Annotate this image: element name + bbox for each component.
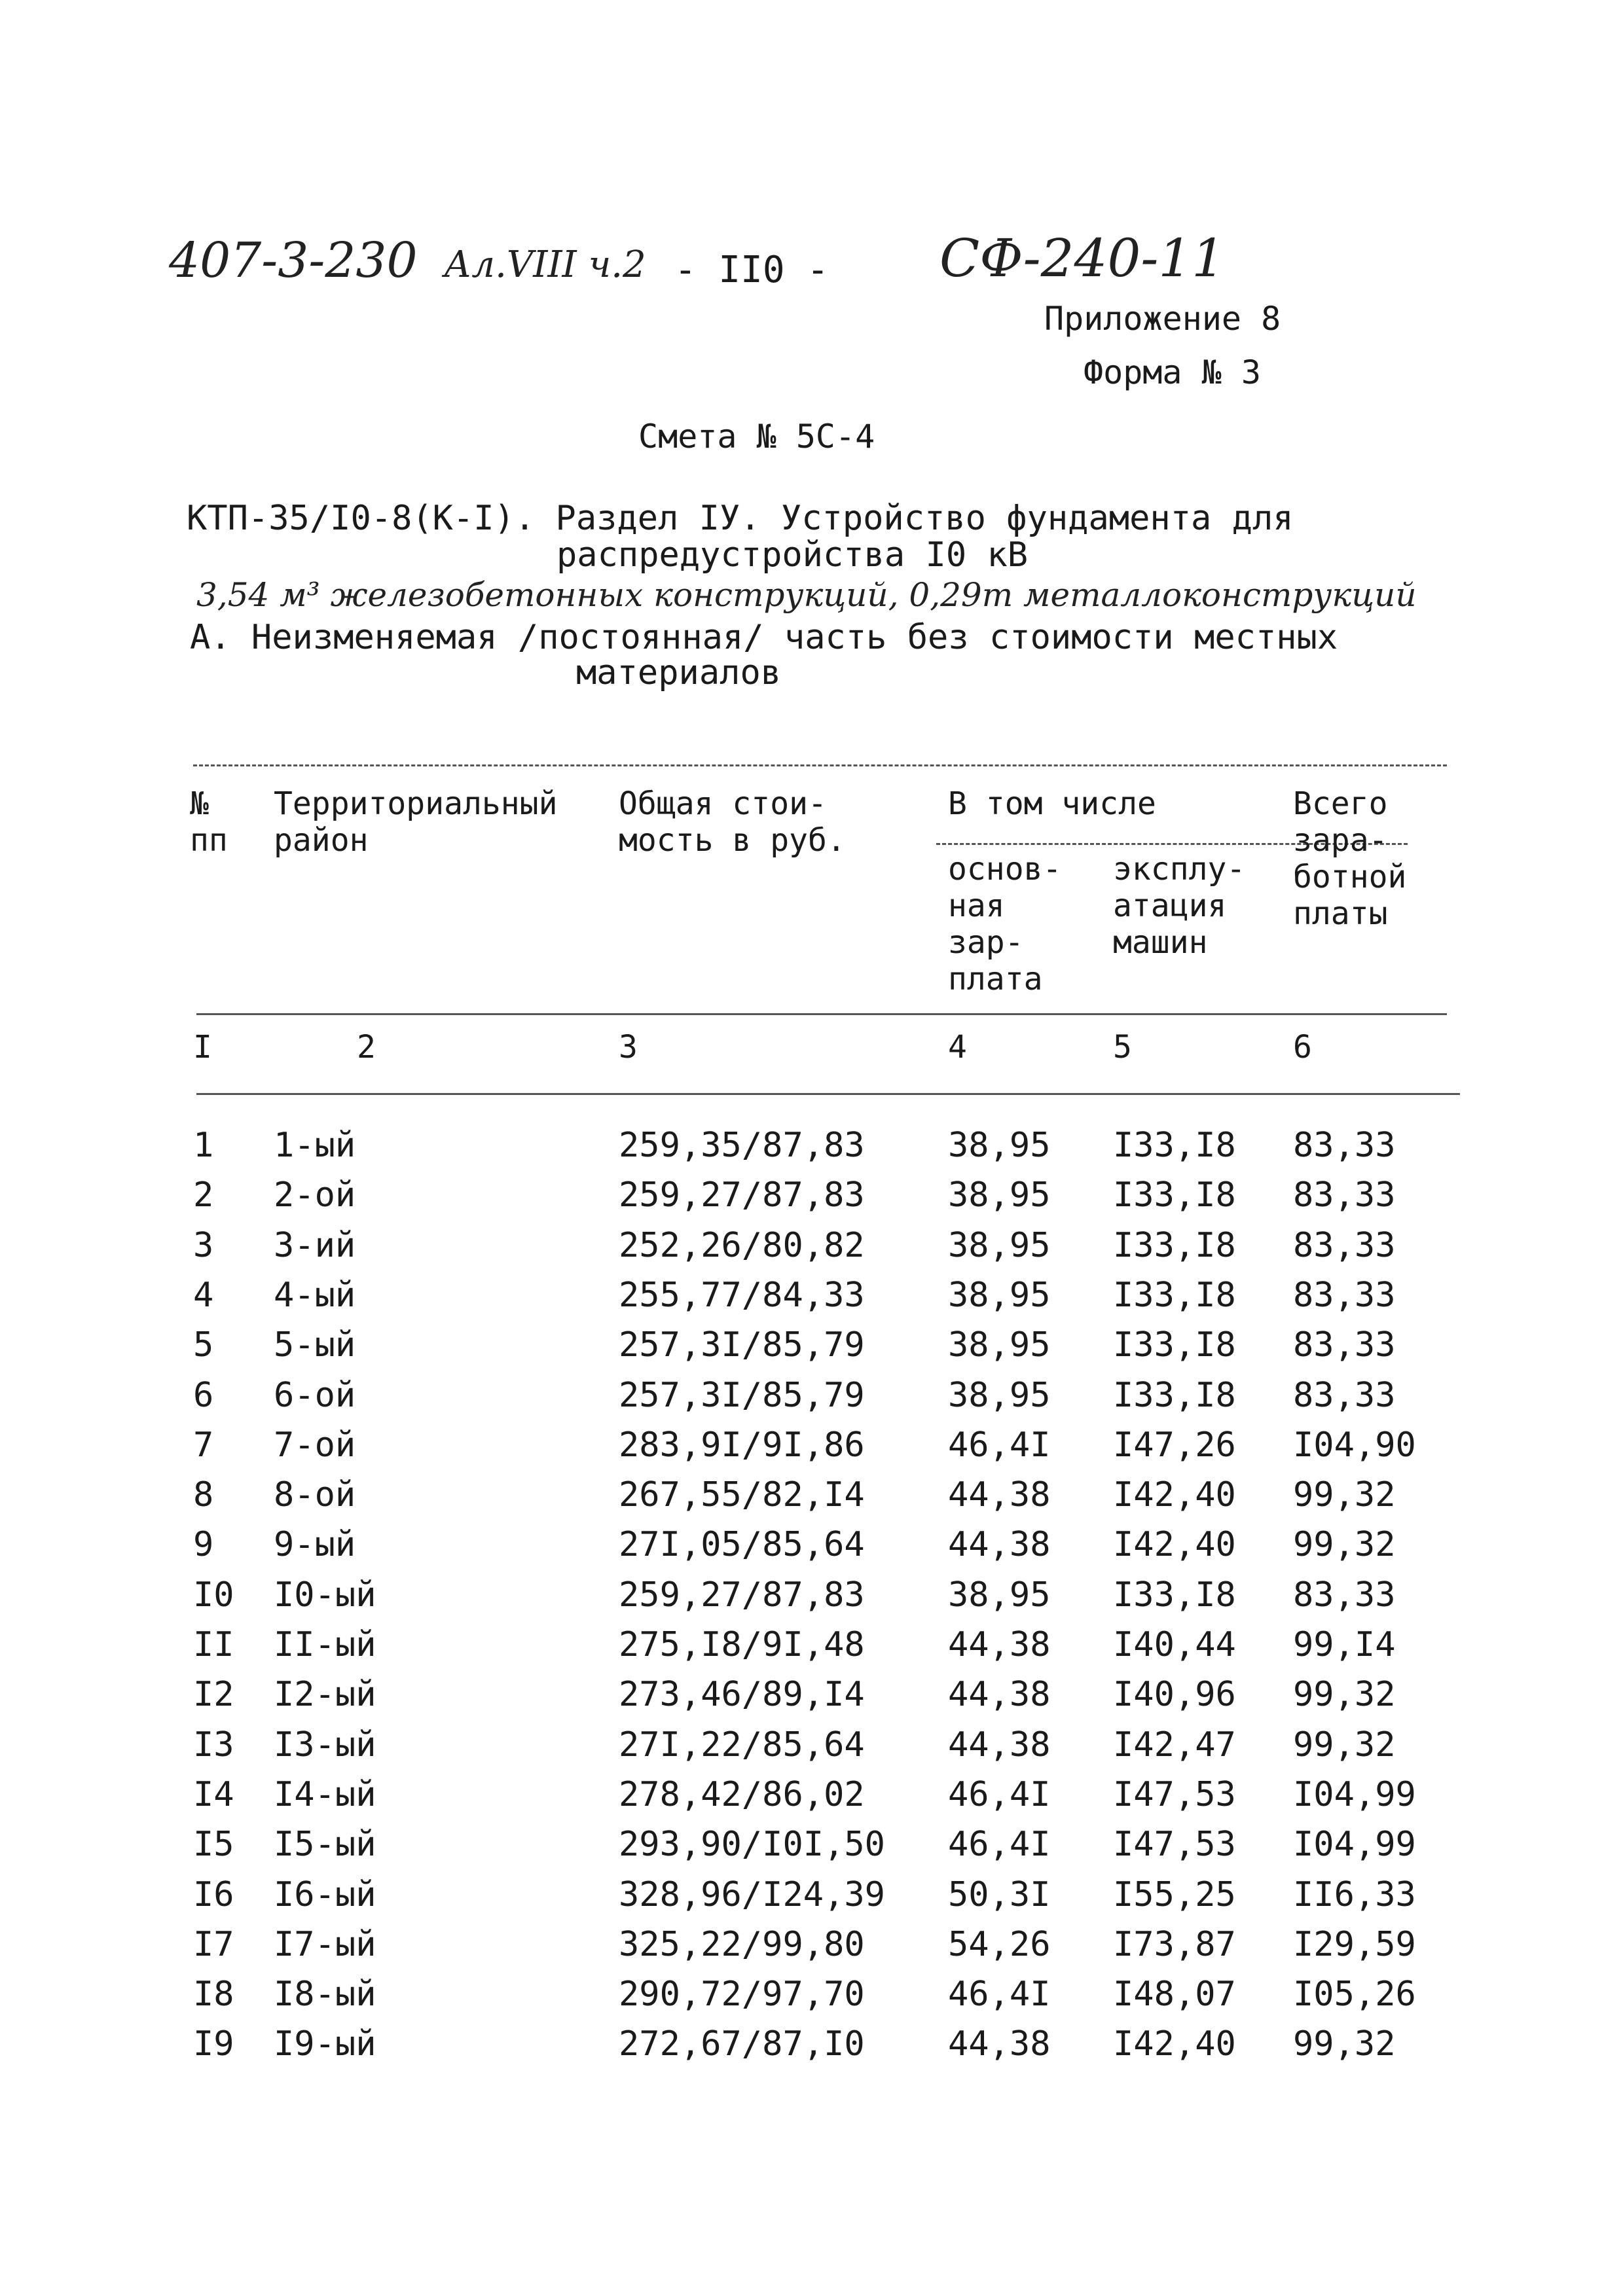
machine-operation: I42,40 [1113, 2024, 1236, 2064]
total-wage: 83,33 [1293, 1376, 1396, 1415]
machine-operation: I40,96 [1113, 1675, 1236, 1714]
machine-operation: I33,I8 [1113, 1226, 1236, 1265]
machine-operation: I40,44 [1113, 1625, 1236, 1664]
row-number: I8 [193, 1975, 234, 2014]
total-cost: 272,67/87,I0 [619, 2024, 865, 2064]
column-number: I [193, 1029, 212, 1066]
header-base-wage: основ- ная зар- плата [948, 851, 1062, 997]
machine-operation: I47,26 [1113, 1426, 1236, 1465]
table-row [0, 1625, 1623, 1674]
table-row [0, 1725, 1623, 1774]
header-no: № пп [190, 785, 228, 859]
total-cost: 267,55/82,I4 [619, 1475, 865, 1515]
row-number: 7 [193, 1426, 214, 1465]
total-cost: 259,27/87,83 [619, 1175, 865, 1215]
base-wage: 38,95 [948, 1325, 1051, 1365]
form-number: Форма № 3 [1084, 353, 1261, 391]
section-title-line-2: материалов [576, 653, 782, 692]
base-wage: 38,95 [948, 1575, 1051, 1615]
row-number: II [193, 1625, 234, 1664]
row-number: 3 [193, 1226, 214, 1265]
region-name: 7-ой [274, 1426, 356, 1465]
row-number: I0 [193, 1575, 234, 1615]
total-wage: 83,33 [1293, 1575, 1396, 1615]
total-cost: 273,46/89,I4 [619, 1675, 865, 1714]
total-cost: 252,26/80,82 [619, 1226, 865, 1265]
header-total-wage: Всего зара- ботной платы [1293, 785, 1407, 932]
total-wage: 99,I4 [1293, 1625, 1396, 1664]
total-wage: 83,33 [1293, 1226, 1396, 1265]
table-row [0, 2024, 1623, 2073]
machine-operation: I47,53 [1113, 1775, 1236, 1814]
machine-operation: I73,87 [1113, 1925, 1236, 1964]
row-number: 1 [193, 1126, 214, 1165]
base-wage: 38,95 [948, 1126, 1051, 1165]
base-wage: 44,38 [948, 2024, 1051, 2064]
region-name: 9-ый [274, 1525, 356, 1564]
table-row [0, 1575, 1623, 1624]
header-bottom-rule [196, 1013, 1447, 1015]
base-wage: 44,38 [948, 1675, 1051, 1714]
machine-operation: I42,40 [1113, 1525, 1236, 1564]
total-cost: 257,3I/85,79 [619, 1376, 865, 1415]
region-name: 2-ой [274, 1175, 356, 1215]
total-wage: 99,32 [1293, 2024, 1396, 2064]
row-number: 5 [193, 1325, 214, 1365]
region-name: II-ый [274, 1625, 376, 1664]
region-name: 4-ый [274, 1276, 356, 1315]
table-row [0, 1775, 1623, 1823]
total-cost: 259,27/87,83 [619, 1575, 865, 1615]
total-wage: 99,32 [1293, 1725, 1396, 1765]
row-number: I7 [193, 1925, 234, 1964]
total-wage: 83,33 [1293, 1126, 1396, 1165]
base-wage: 46,4I [948, 1825, 1051, 1864]
table-row [0, 1426, 1623, 1474]
machine-operation: I47,53 [1113, 1825, 1236, 1864]
row-number: 4 [193, 1276, 214, 1315]
base-wage: 38,95 [948, 1276, 1051, 1315]
header-including: В том числе [948, 785, 1156, 822]
column-number: 6 [1293, 1029, 1312, 1066]
total-wage: I04,99 [1293, 1825, 1416, 1864]
total-cost: 278,42/86,02 [619, 1775, 865, 1814]
column-number: 4 [948, 1029, 967, 1066]
base-wage: 50,3I [948, 1875, 1051, 1914]
table-row [0, 1175, 1623, 1224]
base-wage: 46,4I [948, 1975, 1051, 2014]
machine-operation: I33,I8 [1113, 1276, 1236, 1315]
column-number: 2 [357, 1029, 376, 1066]
base-wage: 44,38 [948, 1625, 1051, 1664]
region-name: I9-ый [274, 2024, 376, 2064]
total-wage: 83,33 [1293, 1175, 1396, 1215]
table-row [0, 1376, 1623, 1424]
base-wage: 38,95 [948, 1226, 1051, 1265]
region-name: 6-ой [274, 1376, 356, 1415]
base-wage: 44,38 [948, 1525, 1051, 1564]
total-wage: I04,99 [1293, 1775, 1416, 1814]
row-number: I5 [193, 1825, 234, 1864]
table-row [0, 1675, 1623, 1723]
region-name: I7-ый [274, 1925, 376, 1964]
region-name: 1-ый [274, 1126, 356, 1165]
total-cost: 325,22/99,80 [619, 1925, 865, 1964]
region-name: 5-ый [274, 1325, 356, 1365]
row-number: 8 [193, 1475, 214, 1515]
machine-operation: I55,25 [1113, 1875, 1236, 1914]
total-wage: II6,33 [1293, 1875, 1416, 1914]
base-wage: 38,95 [948, 1376, 1051, 1415]
region-name: I0-ый [274, 1575, 376, 1615]
machine-operation: I33,I8 [1113, 1325, 1236, 1365]
total-cost: 328,96/I24,39 [619, 1875, 885, 1914]
machine-operation: I33,I8 [1113, 1575, 1236, 1615]
total-cost: 27I,05/85,64 [619, 1525, 865, 1564]
total-wage: I05,26 [1293, 1975, 1416, 2014]
title-line-2: распредустройства I0 кВ [556, 535, 1029, 575]
row-number: 9 [193, 1525, 214, 1564]
table-row [0, 1825, 1623, 1873]
base-wage: 46,4I [948, 1426, 1051, 1465]
page-number: - II0 - [674, 249, 830, 291]
total-wage: I04,90 [1293, 1426, 1416, 1465]
table-row [0, 1276, 1623, 1324]
column-numbers-rule [196, 1093, 1460, 1095]
total-cost: 27I,22/85,64 [619, 1725, 865, 1765]
region-name: I5-ый [274, 1825, 376, 1864]
header-total-cost: Общая стои- мость в руб. [619, 785, 846, 859]
header-region: Территориальный район [274, 785, 558, 859]
document-code-right: СФ-240-11 [939, 228, 1226, 289]
table-top-rule [193, 764, 1447, 766]
total-cost: 293,90/I0I,50 [619, 1825, 885, 1864]
estimate-number: Смета № 5С-4 [638, 418, 875, 456]
machine-operation: I42,47 [1113, 1725, 1236, 1765]
table-row [0, 1126, 1623, 1174]
region-name: 3-ий [274, 1226, 356, 1265]
total-cost: 259,35/87,83 [619, 1126, 865, 1165]
header-machine-operation: эксплу- атация машин [1113, 851, 1246, 961]
table-row [0, 1975, 1623, 2023]
table-row [0, 1325, 1623, 1374]
row-number: I3 [193, 1725, 234, 1765]
total-wage: 83,33 [1293, 1276, 1396, 1315]
region-name: I3-ый [274, 1725, 376, 1765]
table-row [0, 1226, 1623, 1274]
total-cost: 283,9I/9I,86 [619, 1426, 865, 1465]
row-number: 2 [193, 1175, 214, 1215]
base-wage: 46,4I [948, 1775, 1051, 1814]
total-cost: 257,3I/85,79 [619, 1325, 865, 1365]
total-wage: 83,33 [1293, 1325, 1396, 1365]
row-number: I4 [193, 1775, 234, 1814]
region-name: 8-ой [274, 1475, 356, 1515]
total-wage: I29,59 [1293, 1925, 1416, 1964]
table-row [0, 1875, 1623, 1924]
handwritten-quantities: 3,54 м³ железобетонных конструкций, 0,29т металлоконструкций [196, 576, 1417, 614]
total-wage: 99,32 [1293, 1475, 1396, 1515]
document-code-left: 407-3-230 [169, 232, 418, 289]
total-wage: 99,32 [1293, 1675, 1396, 1714]
table-row [0, 1925, 1623, 1973]
machine-operation: I42,40 [1113, 1475, 1236, 1515]
appendix-label: Приложение 8 [1044, 300, 1281, 338]
table-row [0, 1475, 1623, 1524]
machine-operation: I33,I8 [1113, 1376, 1236, 1415]
region-name: I6-ый [274, 1875, 376, 1914]
section-title-line-1: А. Неизменяемая /постоянная/ часть без стоимости местных [190, 618, 1338, 657]
title-line-1: КТП-35/I0-8(К-I). Раздел IУ. Устройство фундамента для [187, 499, 1294, 538]
sheet-reference: Ал.VIII ч.2 [444, 243, 646, 286]
machine-operation: I33,I8 [1113, 1175, 1236, 1215]
row-number: I9 [193, 2024, 234, 2064]
base-wage: 44,38 [948, 1475, 1051, 1515]
column-number: 3 [619, 1029, 638, 1066]
region-name: I4-ый [274, 1775, 376, 1814]
row-number: I6 [193, 1875, 234, 1914]
row-number: 6 [193, 1376, 214, 1415]
base-wage: 38,95 [948, 1175, 1051, 1215]
total-cost: 275,I8/9I,48 [619, 1625, 865, 1664]
machine-operation: I48,07 [1113, 1975, 1236, 2014]
column-number: 5 [1113, 1029, 1132, 1066]
region-name: I2-ый [274, 1675, 376, 1714]
base-wage: 54,26 [948, 1925, 1051, 1964]
total-cost: 255,77/84,33 [619, 1276, 865, 1315]
base-wage: 44,38 [948, 1725, 1051, 1765]
total-cost: 290,72/97,70 [619, 1975, 865, 2014]
total-wage: 99,32 [1293, 1525, 1396, 1564]
region-name: I8-ый [274, 1975, 376, 2014]
machine-operation: I33,I8 [1113, 1126, 1236, 1165]
table-row [0, 1525, 1623, 1573]
row-number: I2 [193, 1675, 234, 1714]
